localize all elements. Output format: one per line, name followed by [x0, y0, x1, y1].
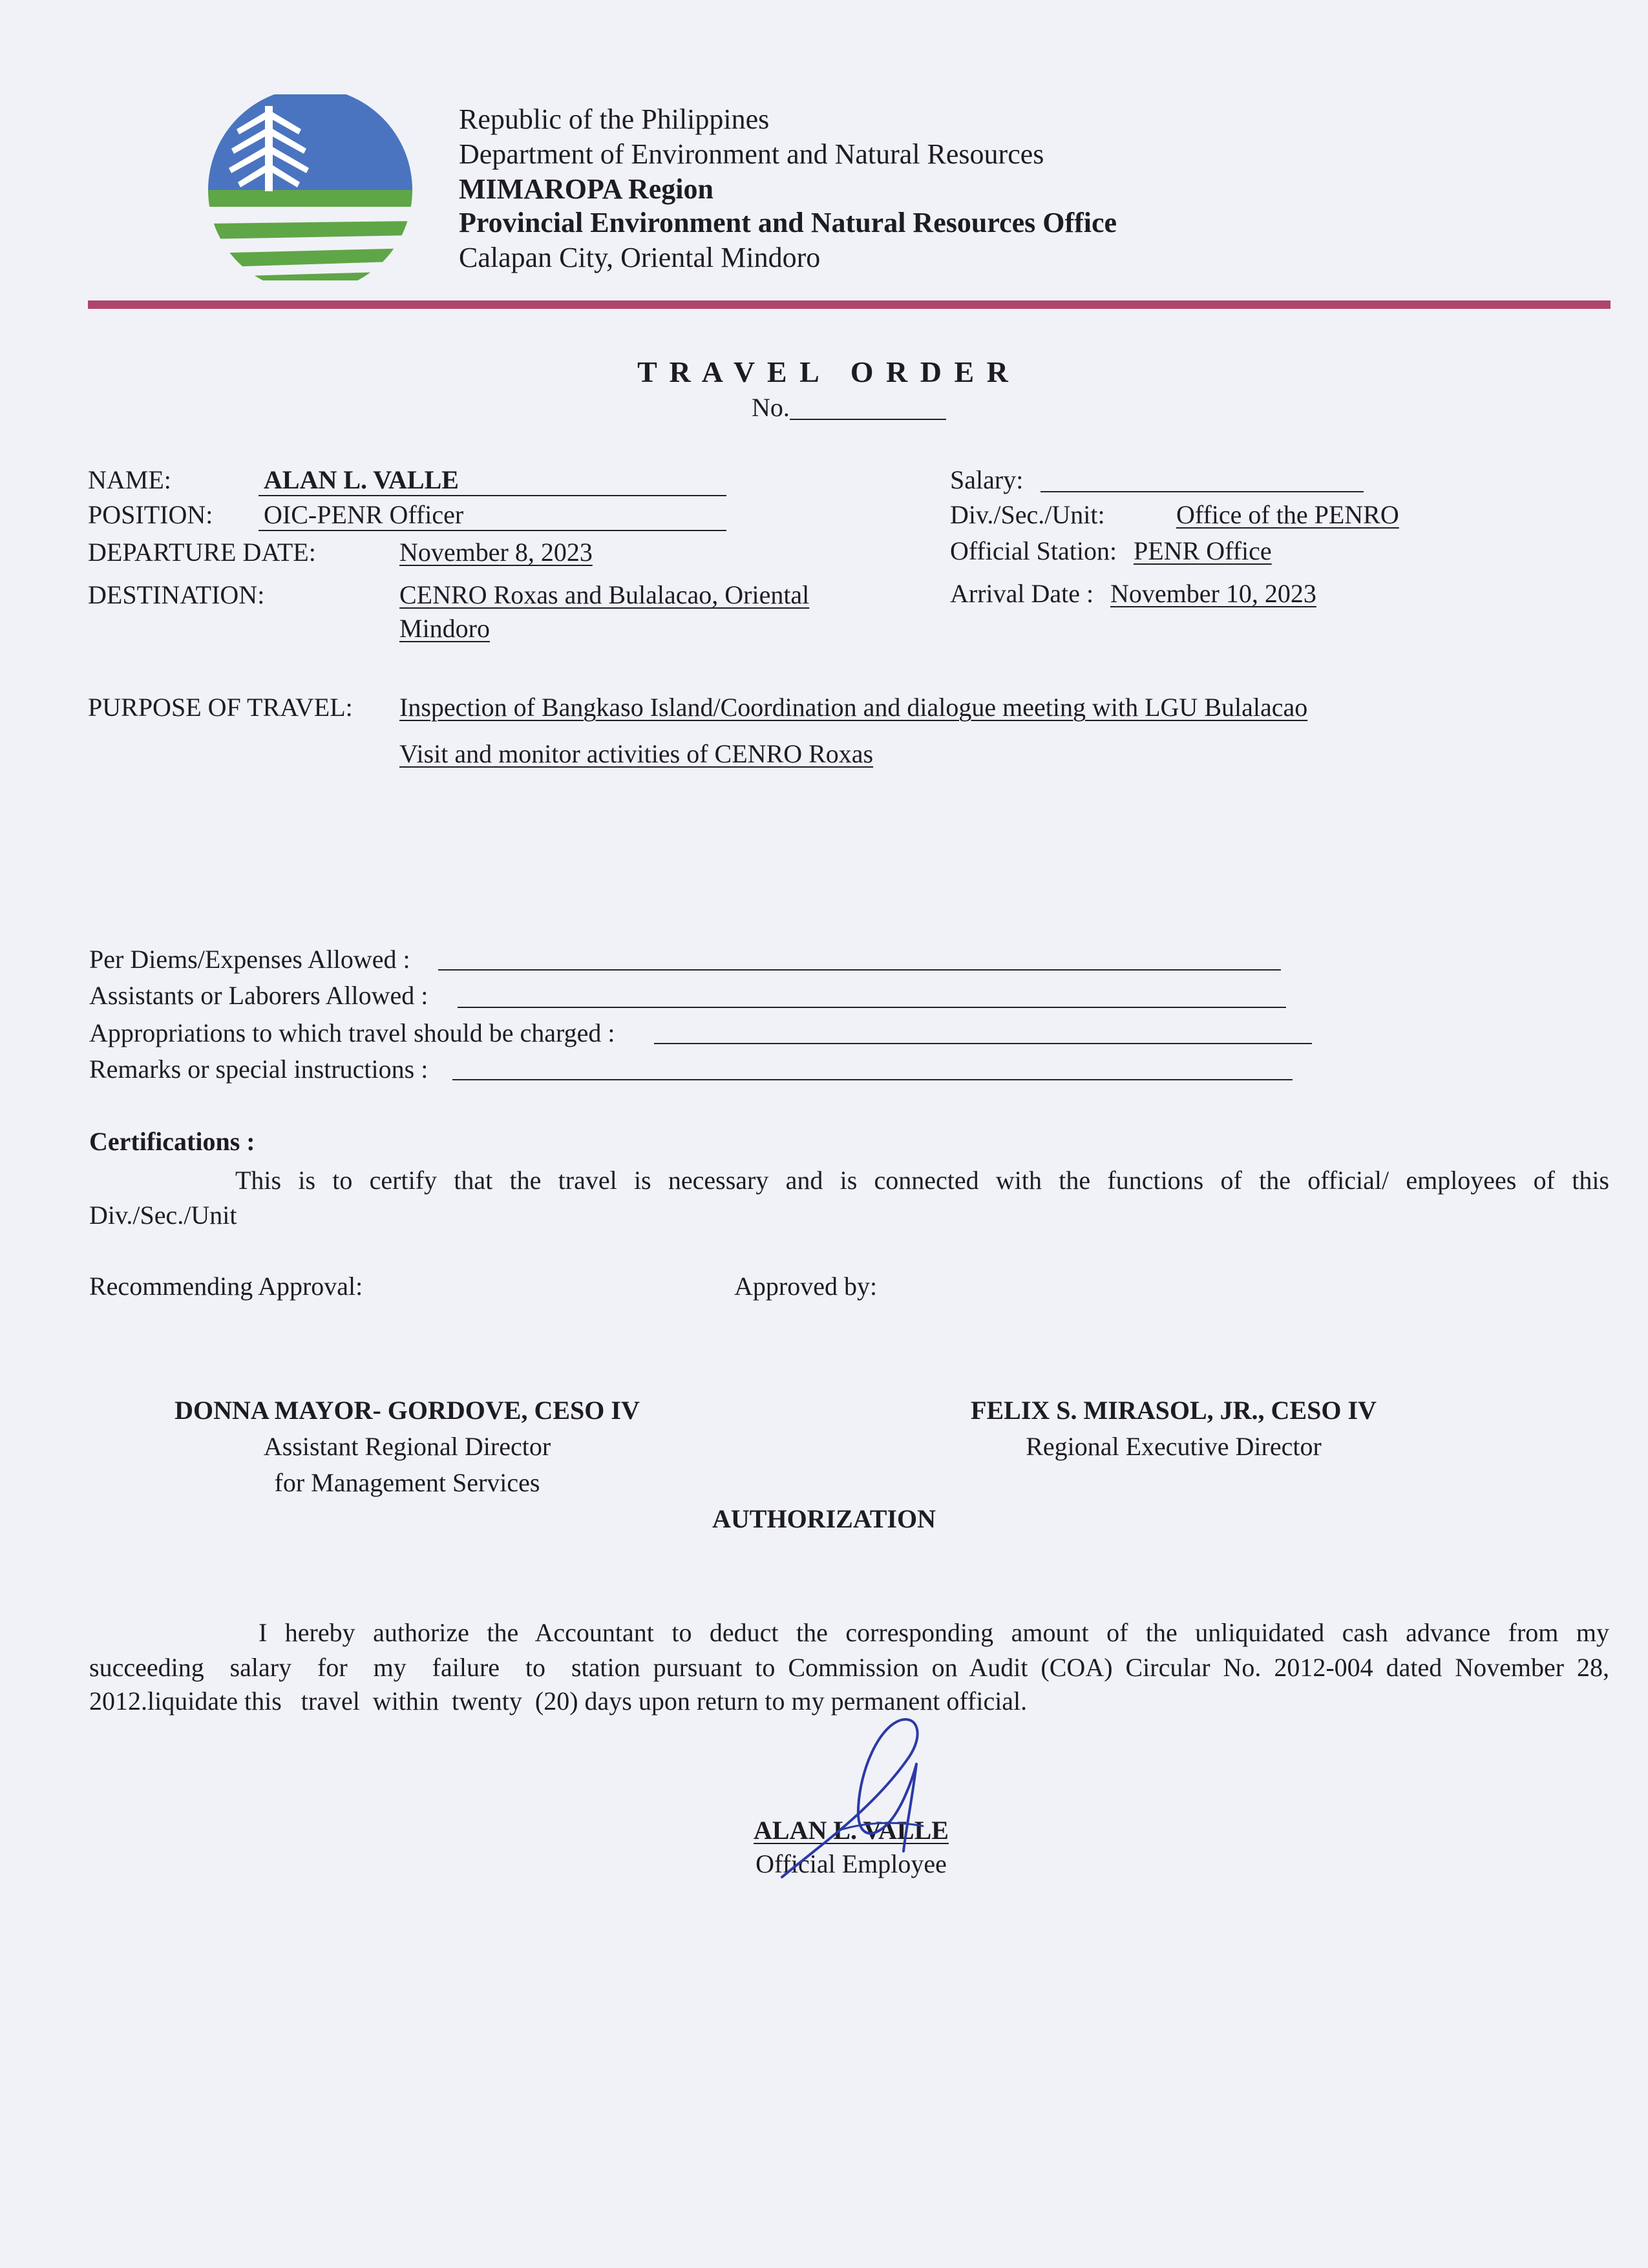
purpose-line1: Inspection of Bangkaso Island/Coordination and dialogue meeting with LGU Bulalacao	[399, 693, 1308, 722]
letterhead-office: Provincial Environment and Natural Resources Office	[459, 207, 1117, 238]
recommending-official-title2: for Management Services	[274, 1468, 540, 1497]
recommending-official-name: DONNA MAYOR- GORDOVE, CESO IV	[174, 1396, 640, 1425]
certification-line2: Div./Sec./Unit	[89, 1201, 237, 1230]
departure-date-value: November 8, 2023	[399, 538, 593, 567]
denr-logo	[206, 94, 415, 280]
remarks-blank	[452, 1079, 1293, 1080]
certifications-heading: Certifications :	[89, 1127, 255, 1156]
appropriations-label: Appropriations to which travel should be charged :	[89, 1018, 615, 1047]
letterhead-republic: Republic of the Philippines	[459, 103, 770, 135]
per-diems-blank	[438, 969, 1281, 971]
salary-label: Salary:	[950, 465, 1024, 494]
document-title: T R A V E L O R D E R	[637, 355, 1011, 388]
salary-blank	[1041, 491, 1364, 492]
destination-label: DESTINATION:	[88, 580, 265, 609]
departure-date-label: DEPARTURE DATE:	[88, 538, 316, 567]
recommending-approval-label: Recommending Approval:	[89, 1272, 363, 1301]
purpose-line2: Visit and monitor activities of CENRO Roxas	[399, 739, 874, 768]
position-value: OIC-PENR Officer	[264, 500, 464, 529]
name-label: NAME:	[88, 465, 171, 494]
division-label: Div./Sec./Unit:	[950, 500, 1105, 529]
letterhead-region: MIMAROPA Region	[459, 173, 713, 205]
division-value: Office of the PENRO	[1176, 500, 1399, 529]
authorization-heading: AUTHORIZATION	[712, 1504, 936, 1533]
approved-by-label: Approved by:	[734, 1272, 878, 1301]
destination-value-line1: CENRO Roxas and Bulalacao, Oriental	[399, 580, 810, 609]
per-diems-label: Per Diems/Expenses Allowed :	[89, 945, 410, 974]
letterhead-city: Calapan City, Oriental Mindoro	[459, 242, 821, 273]
handwritten-signature	[763, 1712, 969, 1893]
purpose-label: PURPOSE OF TRAVEL:	[88, 693, 353, 722]
authorization-line2: succeeding salary for my failure to station pursuant to Commission on Audit (COA) Circular No. 2012-004 dated November 28,	[89, 1653, 1609, 1682]
employee-title: Official Employee	[755, 1849, 947, 1878]
arrival-date-value: November 10, 2023	[1110, 579, 1316, 608]
assistants-blank	[458, 1007, 1286, 1008]
certification-line1: This is to certify that the travel is necessary and is connected with the functions of the official/ employees of this	[235, 1166, 1609, 1195]
assistants-label: Assistants or Laborers Allowed :	[89, 981, 428, 1010]
position-underline	[259, 530, 726, 531]
letterhead-rule	[88, 300, 1611, 309]
order-number-blank	[790, 419, 946, 420]
name-underline	[259, 495, 726, 496]
authorization-line1: I hereby authorize the Accountant to deduct the corresponding amount of the unliquidated cash advance from my	[259, 1618, 1609, 1647]
approving-official-name: FELIX S. MIRASOL, JR., CESO IV	[971, 1396, 1377, 1425]
order-number-label: No.	[752, 393, 790, 422]
employee-name: ALAN L. VALLE	[754, 1816, 949, 1845]
official-station-label: Official Station:	[950, 536, 1117, 565]
position-label: POSITION:	[88, 500, 213, 529]
approving-official-title: Regional Executive Director	[1026, 1432, 1322, 1461]
official-station-value: PENR Office	[1134, 536, 1272, 565]
remarks-label: Remarks or special instructions :	[89, 1055, 428, 1084]
appropriations-blank	[654, 1043, 1312, 1044]
arrival-date-label: Arrival Date :	[950, 579, 1094, 608]
destination-value-line2: Mindoro	[399, 614, 490, 643]
recommending-official-title1: Assistant Regional Director	[263, 1432, 551, 1461]
letterhead-department: Department of Environment and Natural Resources	[459, 138, 1044, 170]
name-value: ALAN L. VALLE	[264, 465, 459, 494]
authorization-line3: 2012.liquidate this travel within twenty (20) days upon return to my permanent official.	[89, 1686, 1028, 1716]
